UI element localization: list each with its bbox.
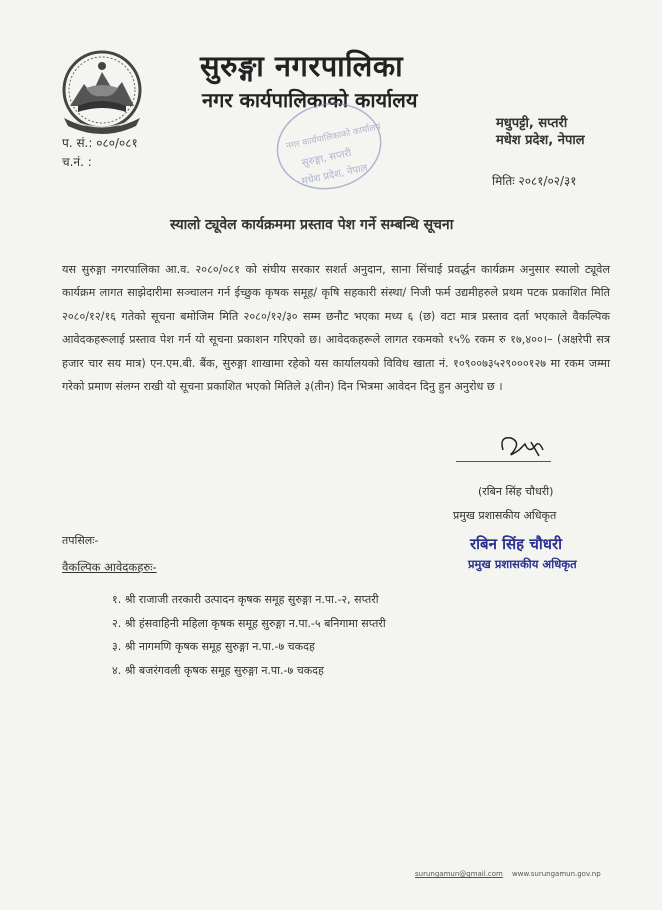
handwritten-signature [495,428,555,468]
alternate-applicants-heading: वैकल्पिक आवेदकहरुः- [62,560,157,574]
notice-body: यस सुरुङ्गा नगरपालिका आ.व. २०८०/०८१ को संघीय सरकार सशर्त अनुदान, साना सिंचाई प्रवर्द्धन कार्यक्रम अनुसार स्यालो ट्यूवेल कार्यक्रम लागत साझेदारीमा सञ्चालन गर्न ईच्छुक कृषक समूह/ कृषि सहकारी संस्था/ निजी फर्म उद्यमीहरुले प्रथम पटक प्रकाशित मिति २०८०/१२/१६ गतेको सूचना बमोजिम मिति २०८०/१२/३० सम्म छनौट भएका मध्य ६ (छ) वटा मात्र प्रस्ताव दर्ता भएकाले वैकल्पिक आवेदकहरूलाई प्रस्ताव पेश गर्न यो सूचना प्रकाशन गरिएको छ। आवेदकहरूले लागत रकमको १५% रकम रु १७,४००।– (अक्षरेपी सत्र हजार चार सय मात्र) एन.एम.बी. बैंक, सुरुङ्गा शाखामा रहेको यस कार्यालयको विविध खाता नं. १०९००७३५२९०००१२७ मा रकम जम्मा गरेको प्रमाण संलग्न राखी यो सूचना प्रकाशित भएको मितिले ३(तीन) दिन भित्रमा आवेदन दिनु हुन अनुरोध छ । [62,263,610,394]
office-subtitle: नगर कार्यपालिकाको कार्यालय [202,88,418,112]
signer-name: (रबिन सिंह चौधरी) [478,485,554,498]
letter-date: मितिः २०८१/०२/३१ [492,174,577,188]
office-seal-stamp [270,95,400,205]
footer-website: www.surungamun.gov.np [512,870,601,878]
signer-title: प्रमुख प्रशासकीय अधिकृत [453,509,557,522]
list-item: १. श्री राजाजी तरकारी उत्पादन कृषक समूह सुरुङ्गा न.पा.-२, सप्तरी [112,593,379,606]
signature-line [456,461,551,462]
notice-subject: स्यालो ट्यूवेल कार्यक्रममा प्रस्ताव पेश गर्ने सम्बन्धि सूचना [170,217,454,233]
address-line-2: मधेश प्रदेश, नेपाल [496,133,585,148]
list-item: ३. श्री नागमणि कृषक समूह सुरुङ्गा न.पा.-७ चकदह [112,640,315,653]
nepal-emblem-logo [56,44,148,142]
reference-number: प. सं.: ०८०/०८१ [62,136,138,150]
dispatch-number: च.नं. : [62,155,92,169]
designation-stamp: प्रमुख प्रशासकीय अधिकृत [468,557,577,571]
name-stamp: रबिन सिंह चौधरी [470,535,562,553]
applicant-list [112,588,386,682]
seal-line-3: मधेश प्रदेश, नेपाल [300,162,369,188]
footer-email: surungamun@gmail.com [415,870,503,878]
details-label: तपसिलः- [62,534,99,547]
seal-line-1: नगर कार्यपालिकाको कार्यालय [285,122,382,152]
municipality-title: सुरुङ्गा नगरपालिका [200,49,404,83]
address-line-1: मधुपट्टी, सप्तरी [496,116,568,131]
seal-line-2: सुरुङ्गा, सप्तरी [300,147,353,170]
list-item: २. श्री हंसवाहिनी महिला कृषक समूह सुरुङ्गा न.पा.-५ बनिगामा सप्तरी [112,616,386,630]
list-item: ४. श्री बजरंगवली कृषक समूह सुरुङ्गा न.पा.-७ चकदह [112,663,324,677]
